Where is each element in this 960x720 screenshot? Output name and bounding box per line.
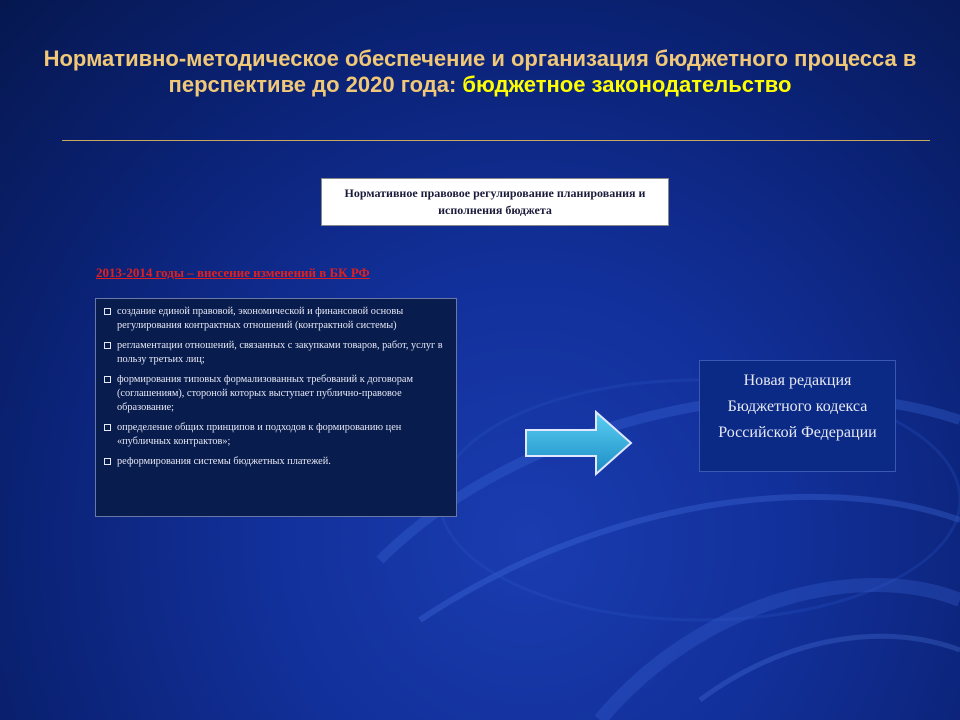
new-code-box-text: Новая редакция Бюджетного кодекса Российской Федерации xyxy=(718,372,877,441)
checkbox-bullet-icon xyxy=(104,424,111,431)
checkbox-bullet-icon xyxy=(104,342,111,349)
new-code-box xyxy=(699,360,896,472)
title-divider xyxy=(62,140,930,141)
list-item-text: определение общих принципов и подходов к формированию цен «публичных контрактов»; xyxy=(117,421,402,448)
list-item-text: реформирования системы бюджетных платежей. xyxy=(117,455,331,467)
slide-title-highlight: бюджетное законодательство xyxy=(462,72,792,97)
checkbox-bullet-icon xyxy=(104,376,111,383)
regulation-box-text: Нормативное правовое регулирование планирования и исполнения бюджета xyxy=(344,186,646,217)
list-item xyxy=(104,305,448,334)
list-item-text: регламентации отношений, связанных с закупками товаров, работ, услуг в пользу третьих лиц; xyxy=(117,339,443,366)
slide-title xyxy=(40,46,920,98)
changes-list xyxy=(95,298,457,517)
list-item-text: формирования типовых формализованных требований к договорам (соглашениям), стороной которых выступает публично-правовое образование; xyxy=(117,373,414,414)
list-item-text: создание единой правовой, экономической и финансовой основы регулирования контрактных отношений (контрактной системы) xyxy=(117,306,404,332)
checkbox-bullet-icon xyxy=(104,458,111,465)
list-item xyxy=(104,339,448,368)
regulation-box xyxy=(321,178,669,226)
list-item xyxy=(104,455,448,469)
slide-title-main: Нормативно-методическое обеспечение и организация бюджетного процесса в перспективе до 2020 года: xyxy=(43,46,917,97)
list-item xyxy=(104,373,448,416)
period-subheading: 2013-2014 годы – внесение изменений в БК РФ xyxy=(96,265,370,280)
checkbox-bullet-icon xyxy=(104,308,111,315)
list-item xyxy=(104,421,448,450)
right-arrow-icon xyxy=(524,410,634,476)
